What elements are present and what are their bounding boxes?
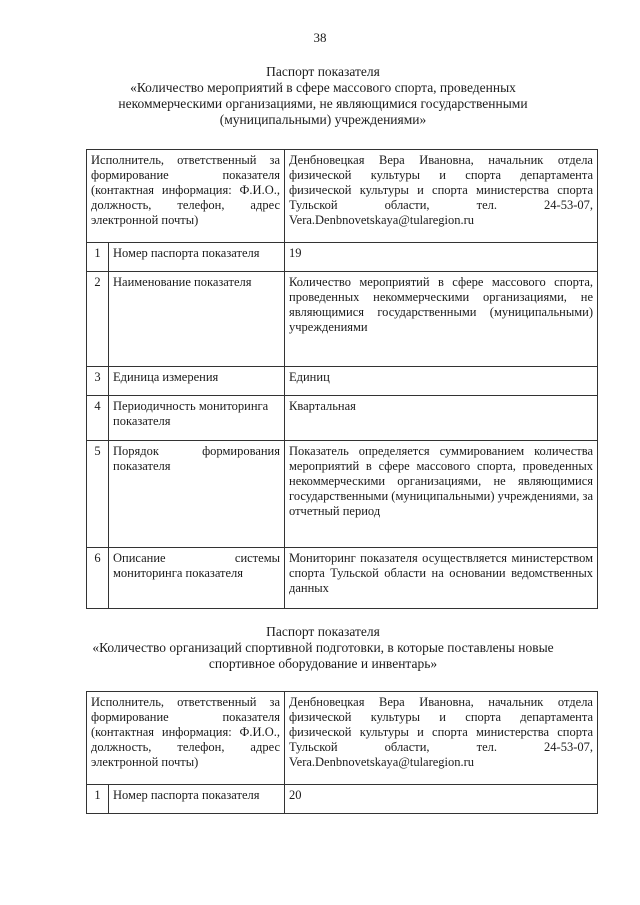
row-number: 6: [87, 548, 109, 609]
passport-title-2: [80, 624, 566, 672]
table-row: [87, 272, 598, 367]
row-value: 19: [285, 243, 598, 272]
table-row: [87, 396, 598, 441]
row-value: Мониторинг показателя осуществляется министерством спорта Тульской области на основании ведомственных данных: [285, 548, 598, 609]
row-label: Периодичность мониторинга показателя: [109, 396, 285, 441]
row-value: Количество мероприятий в сфере массового спорта, проведенных некоммерческими организациями, не являющимися государственными (муниципальными) учреждениями: [285, 272, 598, 367]
table-row: [87, 367, 598, 396]
passport-heading: Паспорт показателя: [266, 624, 380, 639]
row-number: 4: [87, 396, 109, 441]
row-number: 2: [87, 272, 109, 367]
executor-value: Денбновецкая Вера Ивановна, начальник отдела физической культуры и спорта департамента физической культуры и спорта министерства спорта Тульской области, тел. 24-53-07, Vera.Denbnovetskaya@tularegion.ru: [285, 692, 598, 785]
passport-table-1: [86, 149, 598, 609]
table-row: [87, 785, 598, 814]
passport-subtitle: «Количество организаций спортивной подготовки, в которые поставлены новые спортивное оборудование и инвентарь»: [92, 640, 554, 671]
passport-table-2: [86, 691, 598, 814]
passport-subtitle: «Количество мероприятий в сфере массового спорта, проведенных некоммерческими организациями, не являющимися государственными (муниципальными) учреждениями»: [118, 80, 528, 127]
executor-label: Исполнитель, ответственный за формирование показателя (контактная информация: Ф.И.О., должность, телефон, адрес электронной почты): [87, 150, 285, 243]
executor-value: Денбновецкая Вера Ивановна, начальник отдела физической культуры и спорта департамента физической культуры и спорта министерства спорта Тульской области, тел. 24-53-07, Vera.Denbnovetskaya@tularegion.ru: [285, 150, 598, 243]
table-row: [87, 548, 598, 609]
row-label: Наименование показателя: [109, 272, 285, 367]
row-label: Номер паспорта показателя: [109, 785, 285, 814]
row-value: Показатель определяется суммированием количества мероприятий в сфере массового спорта, проведенных некоммерческими организациями, не являющимися государственными (муниципальными) учреждениями, за отчетный период: [285, 441, 598, 548]
page-number: 38: [313, 30, 327, 45]
row-number: 3: [87, 367, 109, 396]
executor-row: [87, 692, 598, 785]
row-number: 5: [87, 441, 109, 548]
table-row: [87, 441, 598, 548]
row-label: Единица измерения: [109, 367, 285, 396]
row-label: Описание системы мониторинга показателя: [109, 548, 285, 609]
row-number: 1: [87, 785, 109, 814]
executor-label: Исполнитель, ответственный за формирование показателя (контактная информация: Ф.И.О., должность, телефон, адрес электронной почты): [87, 692, 285, 785]
row-value: Квартальная: [285, 396, 598, 441]
row-label: Номер паспорта показателя: [109, 243, 285, 272]
row-label: Порядок формирования показателя: [109, 441, 285, 548]
passport-heading: Паспорт показателя: [266, 64, 380, 79]
passport-title-1: [80, 64, 566, 128]
row-number: 1: [87, 243, 109, 272]
row-value: 20: [285, 785, 598, 814]
table-row: [87, 243, 598, 272]
row-value: Единиц: [285, 367, 598, 396]
executor-row: [87, 150, 598, 243]
